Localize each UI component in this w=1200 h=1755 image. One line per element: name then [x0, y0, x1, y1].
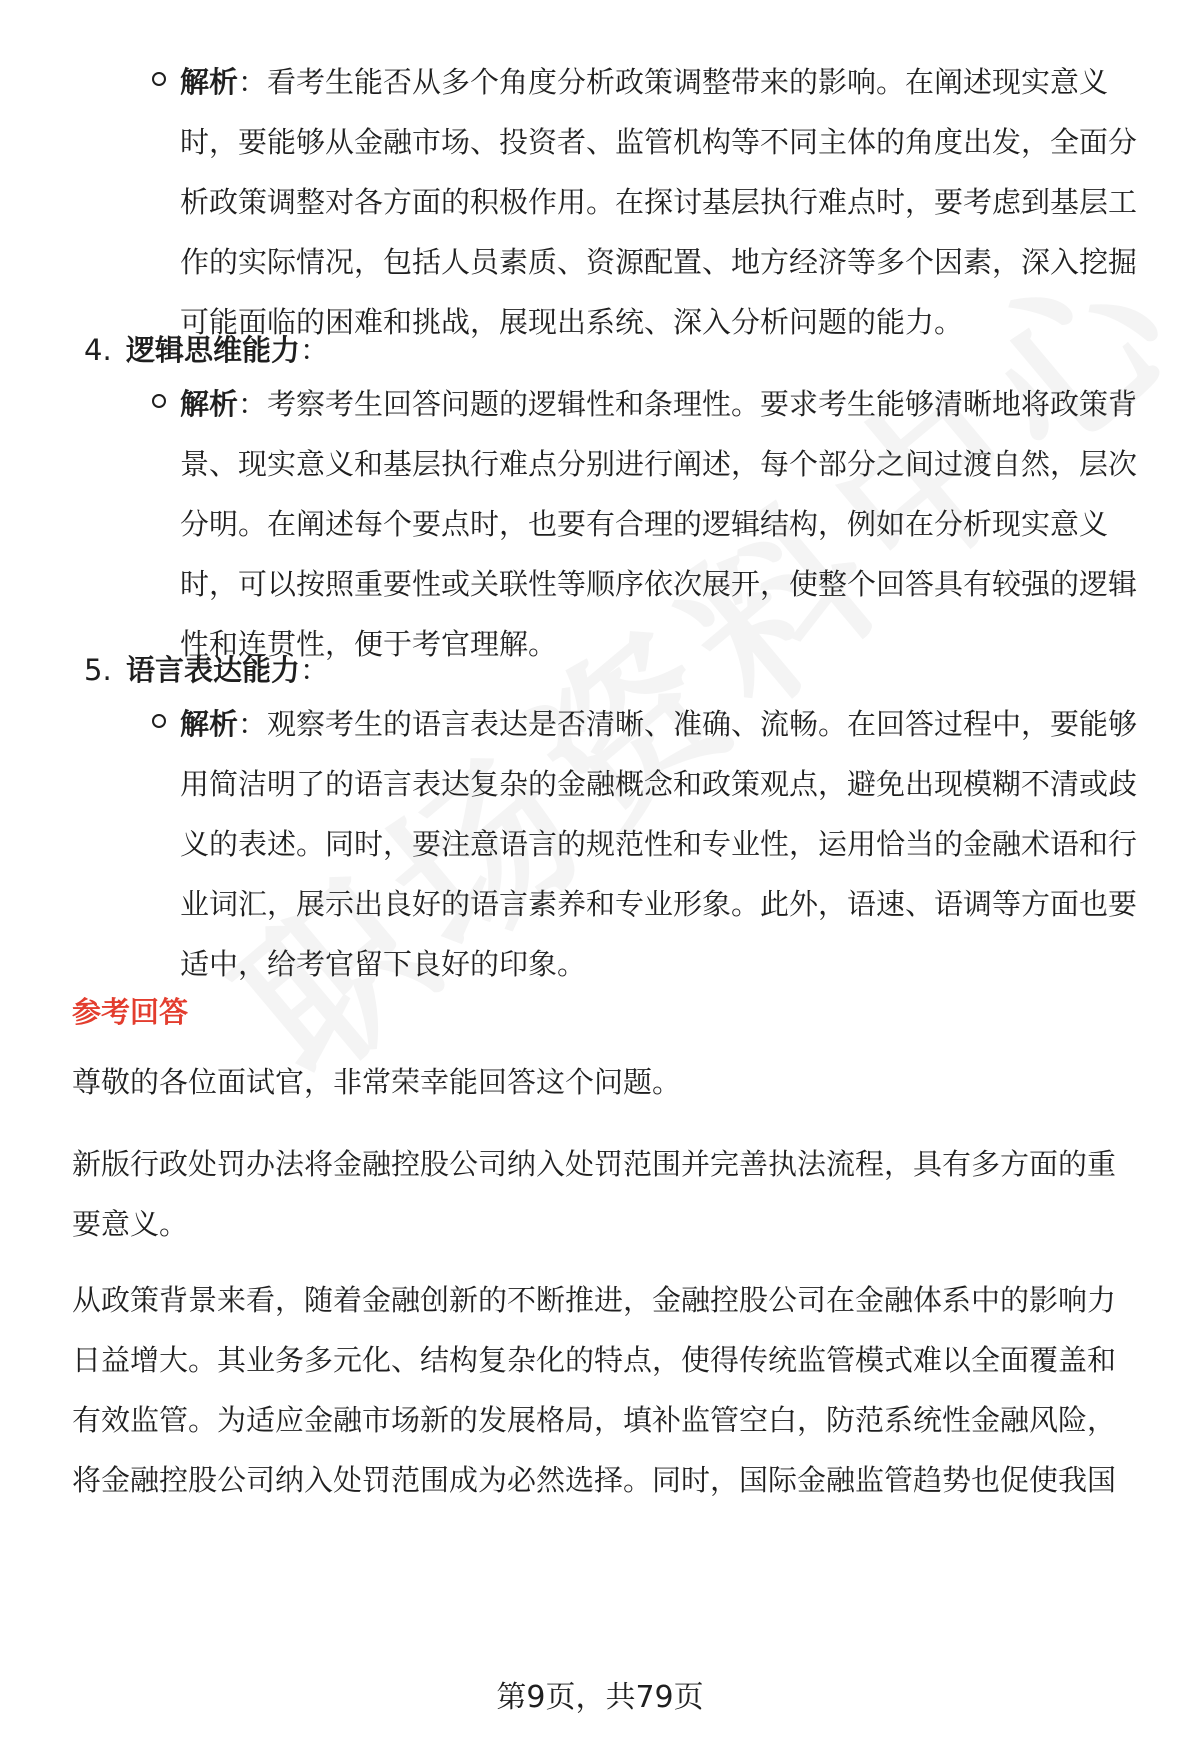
item-colon: ：	[300, 333, 330, 367]
analysis-text: 观察考生的语言表达是否清晰、准确、流畅。在回答过程中，要能够用简洁明了的语言表达复杂的金融概念和政策观点，避免出现模糊不清或歧义的表述。同时，要注意语言的规范性和专业性，运用恰当的金融术语和行业词汇，展示出良好的语言素养和专业形象。此外，语速、语调等方面也要适中，给考官留下良好的印象。	[180, 707, 1138, 981]
analysis-label: 解析	[180, 387, 239, 421]
hollow-circle-bullet-icon	[152, 714, 166, 728]
analysis-colon: ：	[238, 387, 268, 421]
analysis-text: 考察考生回答问题的逻辑性和条理性。要求考生能够清晰地将政策背景、现实意义和基层执行难点分别进行阐述，每个部分之间过渡自然，层次分明。在阐述每个要点时，也要有合理的逻辑结构，例如在分析现实意义时，可以按照重要性或关联性等顺序依次展开，使整个回答具有较强的逻辑性和连贯性，便于考官理解。	[180, 387, 1138, 661]
reference-paragraph-1: 尊敬的各位面试官，非常荣幸能回答这个问题。	[72, 1065, 682, 1099]
hollow-circle-bullet-icon	[152, 72, 166, 86]
reference-paragraph-2: 新版行政处罚办法将金融控股公司纳入处罚范围并完善执法流程，具有多方面的重要意义。	[72, 1147, 1117, 1241]
item-title: 逻辑思维能力	[126, 333, 301, 367]
analysis-text: 看考生能否从多个角度分析政策调整带来的影响。在阐述现实意义时，要能够从金融市场、投资者、监管机构等不同主体的角度出发，全面分析政策调整对各方面的积极作用。在探讨基层执行难点时，要考虑到基层工作的实际情况，包括人员素质、资源配置、地方经济等多个因素，深入挖掘可能面临的困难和挑战，展现出系统、深入分析问题的能力。	[180, 65, 1138, 339]
analysis-bullet-3	[180, 52, 1138, 352]
analysis-colon: ：	[238, 707, 268, 741]
item-title: 语言表达能力	[126, 653, 301, 687]
hollow-circle-bullet-icon	[152, 394, 166, 408]
item-number: 4.	[84, 333, 112, 367]
numbered-heading-4	[84, 320, 329, 380]
reference-paragraph-3: 从政策背景来看，随着金融创新的不断推进，金融控股公司在金融体系中的影响力日益增大。其业务多元化、结构复杂化的特点，使得传统监管模式难以全面覆盖和有效监管。为适应金融市场新的发展格局，填补监管空白，防范系统性金融风险，将金融控股公司纳入处罚范围成为必然选择。同时，国际金融监管趋势也促使我国	[72, 1283, 1117, 1497]
analysis-label: 解析	[180, 707, 239, 741]
reference-answer-heading: 参考回答	[72, 995, 189, 1029]
numbered-heading-5	[84, 640, 329, 700]
analysis-bullet-4	[180, 374, 1138, 674]
item-colon: ：	[300, 653, 330, 687]
analysis-bullet-5	[180, 694, 1138, 994]
analysis-colon: ：	[238, 65, 268, 99]
page-number-footer: 第9页，共79页	[496, 1680, 704, 1715]
analysis-label: 解析	[180, 65, 239, 99]
item-number: 5.	[84, 653, 112, 687]
